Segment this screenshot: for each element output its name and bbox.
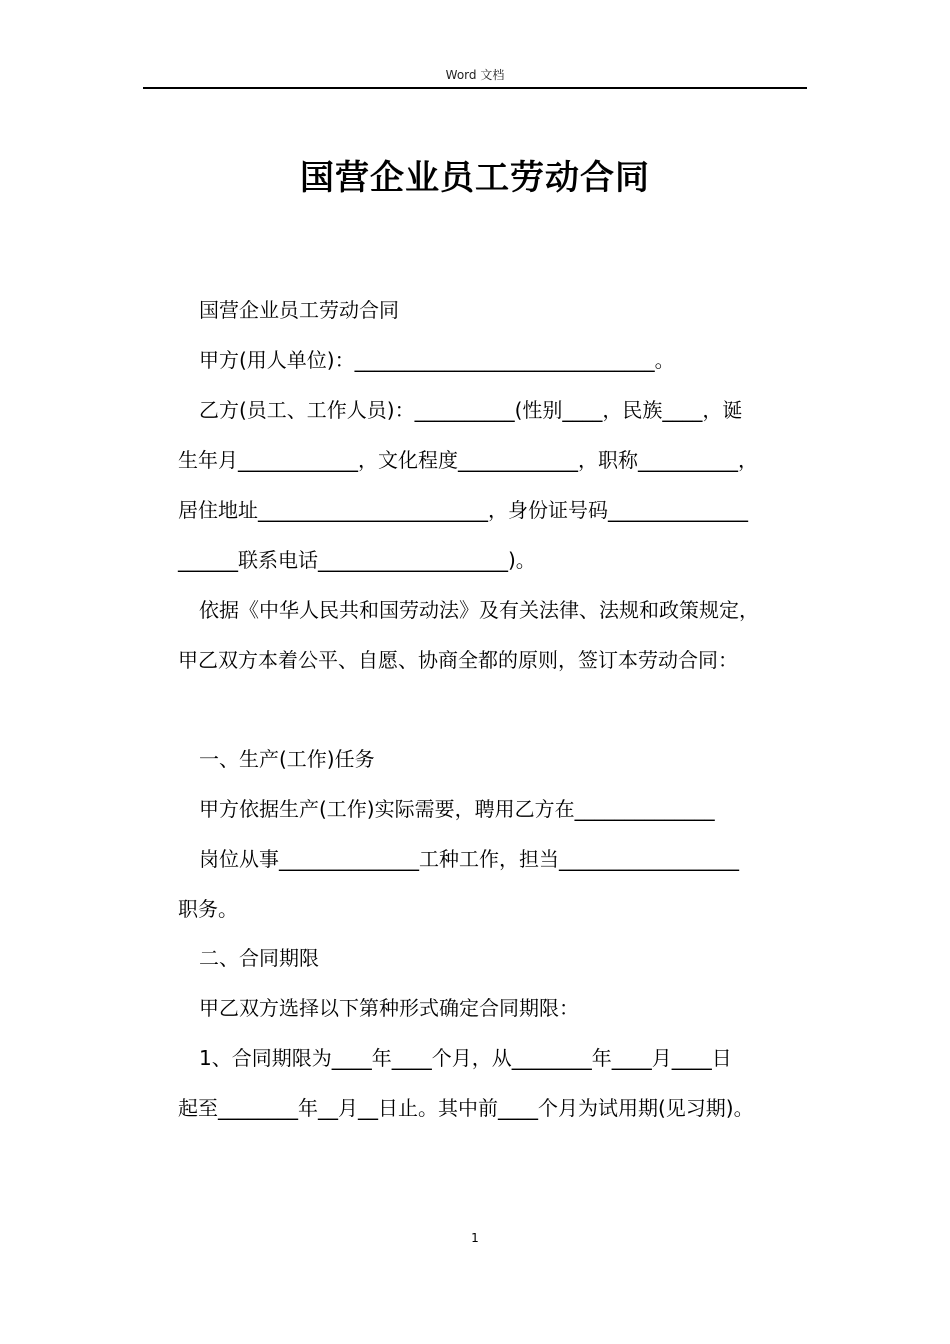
body-line-term-1-cont: 起至________年__月__日止。其中前____个月为试用期(见习期)。 xyxy=(178,1096,754,1120)
body-line-task-2: 岗位从事______________工种工作，担当__________________ xyxy=(199,847,739,871)
section-heading-task: 一、生产(工作)任务 xyxy=(199,747,375,771)
page-number: 1 xyxy=(471,1231,479,1245)
section-heading-term: 二、合同期限 xyxy=(199,946,319,970)
body-line-party-b-cont-1: 生年月____________，文化程度____________，职称__________， xyxy=(178,448,758,472)
body-line-subtitle: 国营企业员工劳动合同 xyxy=(199,298,399,322)
body-line-party-b-cont-2: 居住地址_______________________，身份证号码______________ xyxy=(178,498,748,522)
body-line-term-1: 1、合同期限为____年____个月，从________年____月____日 xyxy=(199,1046,732,1070)
document-title: 国营企业员工劳动合同 xyxy=(300,158,650,198)
header-rule xyxy=(143,87,807,89)
body-line-party-b-cont-3: ______联系电话___________________)。 xyxy=(178,548,536,572)
body-line-party-b: 乙方(员工、工作人员)：__________(性别____，民族____，诞 xyxy=(199,398,743,422)
body-line-task-1: 甲方依据生产(工作)实际需要，聘用乙方在______________ xyxy=(199,797,715,821)
header-text: Word 文档 xyxy=(445,68,505,82)
body-line-basis-cont: 甲乙双方本着公平、自愿、协商全都的原则，签订本劳动合同： xyxy=(178,648,738,672)
body-line-party-a: 甲方(用人单位)：______________________________。 xyxy=(199,348,675,372)
body-line-basis: 依据《中华人民共和国劳动法》及有关法律、法规和政策规定， xyxy=(199,598,759,622)
body-line-task-3: 职务。 xyxy=(178,897,238,921)
body-line-term-intro: 甲乙双方选择以下第种形式确定合同期限： xyxy=(199,996,579,1020)
